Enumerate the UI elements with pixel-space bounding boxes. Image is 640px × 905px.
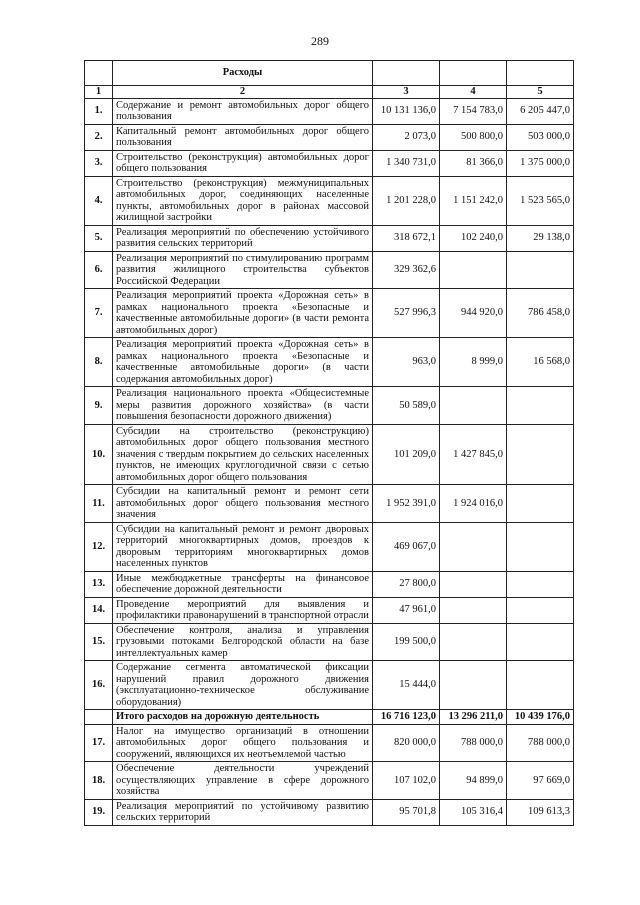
page-number: 289 — [311, 34, 329, 48]
value-col-3: 10 131 136,0 — [373, 98, 440, 124]
row-name: Налог на имущество организаций в отношении автомобильных дорог общего пользования и сооружений, являющихся их неотъемлемой частью — [113, 724, 373, 762]
value-col-4 — [440, 571, 507, 597]
value-col-4 — [440, 597, 507, 623]
table-row — [85, 424, 574, 485]
value-col-5: 786 458,0 — [507, 289, 574, 338]
value-col-3: 820 000,0 — [373, 724, 440, 762]
value-col-5: 97 669,0 — [507, 762, 574, 800]
value-col-4: 944 920,0 — [440, 289, 507, 338]
table-row — [85, 251, 574, 289]
column-number: 1 — [85, 86, 113, 99]
row-number: 18. — [85, 762, 113, 800]
row-number: 5. — [85, 225, 113, 251]
expenses-table — [84, 60, 574, 826]
row-name: Проведение мероприятий для выявления и профилактики правонарушений в транспортной отрасли — [113, 597, 373, 623]
row-number: 16. — [85, 661, 113, 710]
row-name: Реализация мероприятий проекта «Дорожная сеть» в рамках национального проекта «Безопасные и качественные автомобильные дороги» (в части содержания автомобильных дорог) — [113, 338, 373, 387]
table-row — [85, 176, 574, 225]
value-col-3: 329 362,6 — [373, 251, 440, 289]
value-col-5 — [507, 251, 574, 289]
value-col-4: 13 296 211,0 — [440, 710, 507, 725]
row-name: Реализация мероприятий проекта «Дорожная сеть» в рамках национального проекта «Безопасные и качественные автомобильные дороги» (в части ремонта автомобильных дорог) — [113, 289, 373, 338]
row-number — [85, 710, 113, 725]
value-col-4: 8 999,0 — [440, 338, 507, 387]
value-col-5 — [507, 623, 574, 661]
row-number: 6. — [85, 251, 113, 289]
table-row — [85, 597, 574, 623]
value-col-5: 788 000,0 — [507, 724, 574, 762]
value-col-5: 16 568,0 — [507, 338, 574, 387]
header-title: Расходы — [113, 61, 373, 86]
table-row — [85, 623, 574, 661]
header-cell-empty — [507, 61, 574, 86]
value-col-5 — [507, 522, 574, 571]
table-row — [85, 724, 574, 762]
row-name: Реализация национального проекта «Общесистемные меры развития дорожного хозяйства» (в части повышения безопасности дорожного движения) — [113, 387, 373, 425]
value-col-3: 963,0 — [373, 338, 440, 387]
header-cell-empty — [373, 61, 440, 86]
table-row — [85, 571, 574, 597]
value-col-4 — [440, 623, 507, 661]
value-col-5 — [507, 571, 574, 597]
row-number: 14. — [85, 597, 113, 623]
column-number: 4 — [440, 86, 507, 99]
value-col-3: 1 201 228,0 — [373, 176, 440, 225]
value-col-3: 107 102,0 — [373, 762, 440, 800]
value-col-3: 50 589,0 — [373, 387, 440, 425]
table-row — [85, 661, 574, 710]
value-col-5: 503 000,0 — [507, 124, 574, 150]
row-number: 10. — [85, 424, 113, 485]
value-col-4: 1 151 242,0 — [440, 176, 507, 225]
value-col-5 — [507, 597, 574, 623]
table-row — [85, 124, 574, 150]
value-col-4: 7 154 783,0 — [440, 98, 507, 124]
row-name: Обеспечение деятельности учреждений осуществляющих управление в сфере дорожного хозяйства — [113, 762, 373, 800]
row-name: Реализация мероприятий по обеспечению устойчивого развития сельских территорий — [113, 225, 373, 251]
table-header-row — [85, 61, 574, 86]
value-col-5: 6 205 447,0 — [507, 98, 574, 124]
value-col-5: 1 523 565,0 — [507, 176, 574, 225]
row-name: Реализация мероприятий по стимулированию программ развития жилищного строительства субъектов Российской Федерации — [113, 251, 373, 289]
row-number: 17. — [85, 724, 113, 762]
table-row — [85, 150, 574, 176]
value-col-5: 29 138,0 — [507, 225, 574, 251]
value-col-4: 81 366,0 — [440, 150, 507, 176]
value-col-5 — [507, 485, 574, 523]
row-name: Реализация мероприятий по устойчивому развитию сельских территорий — [113, 799, 373, 825]
value-col-3: 15 444,0 — [373, 661, 440, 710]
value-col-3: 101 209,0 — [373, 424, 440, 485]
value-col-3: 527 996,3 — [373, 289, 440, 338]
value-col-4: 94 899,0 — [440, 762, 507, 800]
table-row — [85, 98, 574, 124]
value-col-3: 1 952 391,0 — [373, 485, 440, 523]
row-number: 7. — [85, 289, 113, 338]
row-number: 9. — [85, 387, 113, 425]
value-col-4 — [440, 387, 507, 425]
value-col-5: 10 439 176,0 — [507, 710, 574, 725]
row-number: 19. — [85, 799, 113, 825]
value-col-4: 102 240,0 — [440, 225, 507, 251]
table-row — [85, 522, 574, 571]
row-number: 11. — [85, 485, 113, 523]
value-col-4 — [440, 251, 507, 289]
row-number: 4. — [85, 176, 113, 225]
row-number: 2. — [85, 124, 113, 150]
row-name: Субсидии на капитальный ремонт и ремонт дворовых территорий многоквартирных домов, проездов к дворовым территориям многоквартирных домов населенных пунктов — [113, 522, 373, 571]
header-cell-empty — [440, 61, 507, 86]
row-name: Обеспечение контроля, анализа и управления грузовыми потоками Белгородской области на базе интеллектуальных камер — [113, 623, 373, 661]
column-number-row — [85, 86, 574, 99]
value-col-3: 27 800,0 — [373, 571, 440, 597]
row-name: Субсидии на капитальный ремонт и ремонт сети автомобильных дорог общего пользования местного значения — [113, 485, 373, 523]
header-cell-empty — [85, 61, 113, 86]
table-row — [85, 289, 574, 338]
value-col-4: 1 924 016,0 — [440, 485, 507, 523]
value-col-5 — [507, 661, 574, 710]
column-number: 3 — [373, 86, 440, 99]
row-number: 13. — [85, 571, 113, 597]
value-col-3: 2 073,0 — [373, 124, 440, 150]
row-name: Капитальный ремонт автомобильных дорог общего пользования — [113, 124, 373, 150]
column-number: 5 — [507, 86, 574, 99]
value-col-3: 318 672,1 — [373, 225, 440, 251]
value-col-4 — [440, 522, 507, 571]
row-name: Строительство (реконструкция) межмуниципальных автомобильных дорог, соединяющих населенные пункты, автомобильных дорог в районах массовой жилищной застройки — [113, 176, 373, 225]
value-col-4 — [440, 661, 507, 710]
value-col-3: 16 716 123,0 — [373, 710, 440, 725]
value-col-3: 95 701,8 — [373, 799, 440, 825]
row-name: Содержание и ремонт автомобильных дорог общего пользования — [113, 98, 373, 124]
row-number: 12. — [85, 522, 113, 571]
value-col-3: 199 500,0 — [373, 623, 440, 661]
table-row — [85, 799, 574, 825]
value-col-3: 1 340 731,0 — [373, 150, 440, 176]
value-col-3: 47 961,0 — [373, 597, 440, 623]
value-col-4: 105 316,4 — [440, 799, 507, 825]
row-name: Субсидии на строительство (реконструкцию) автомобильных дорог общего пользования местного значения с твердым покрытием до сельских населенных пунктов, не имеющих круглогодичной связи с сетью автомобильных дорог общего пользования — [113, 424, 373, 485]
value-col-3: 469 067,0 — [373, 522, 440, 571]
row-name: Итого расходов на дорожную деятельность — [113, 710, 373, 725]
total-row — [85, 710, 574, 725]
row-number: 1. — [85, 98, 113, 124]
row-name: Строительство (реконструкция) автомобильных дорог общего пользования — [113, 150, 373, 176]
value-col-5: 1 375 000,0 — [507, 150, 574, 176]
row-number: 8. — [85, 338, 113, 387]
table-row — [85, 485, 574, 523]
value-col-5 — [507, 387, 574, 425]
value-col-5 — [507, 424, 574, 485]
row-number: 3. — [85, 150, 113, 176]
column-number: 2 — [113, 86, 373, 99]
row-name: Содержание сегмента автоматической фиксации нарушений правил дорожного движения (эксплуатационно-техническое обслуживание оборудования) — [113, 661, 373, 710]
value-col-4: 788 000,0 — [440, 724, 507, 762]
table-row — [85, 338, 574, 387]
row-number: 15. — [85, 623, 113, 661]
table-row — [85, 762, 574, 800]
table-row — [85, 387, 574, 425]
row-name: Иные межбюджетные трансферты на финансовое обеспечение дорожной деятельности — [113, 571, 373, 597]
table-row — [85, 225, 574, 251]
value-col-5: 109 613,3 — [507, 799, 574, 825]
value-col-4: 1 427 845,0 — [440, 424, 507, 485]
value-col-4: 500 800,0 — [440, 124, 507, 150]
